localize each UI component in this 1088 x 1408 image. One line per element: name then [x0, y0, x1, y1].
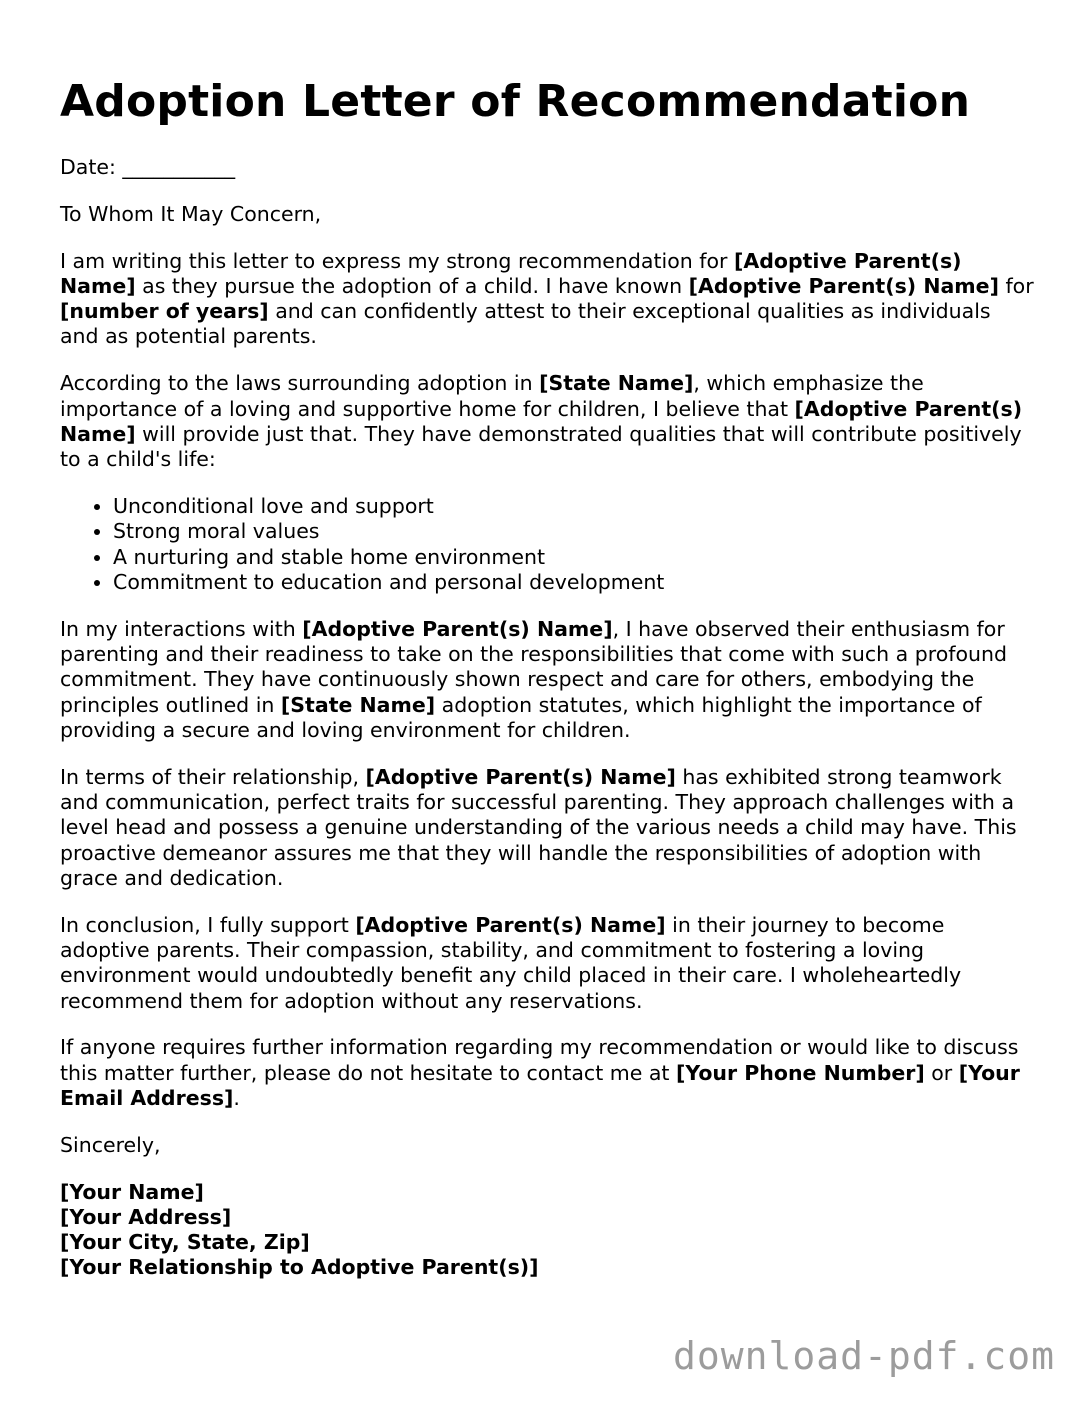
- closing: Sincerely,: [60, 1132, 161, 1157]
- watermark: download-pdf.com: [672, 1334, 1055, 1378]
- placeholder-email: [Your Email Address]: [60, 1060, 1020, 1110]
- date-line: Date: ___________: [60, 155, 236, 179]
- text: will provide just that. They have demonstrated qualities that will contribute positively to a child's life:: [60, 421, 1022, 472]
- placeholder-parent-name: [Adoptive Parent(s) Name]: [365, 764, 676, 789]
- paragraph-intro: [60, 249, 1035, 350]
- paragraph-conclusion: [60, 913, 1035, 1014]
- signature-name: [Your Name]: [60, 1179, 204, 1204]
- qualities-list: [60, 494, 1035, 595]
- paragraph-interactions: [60, 617, 1035, 743]
- placeholder-state-name: [State Name]: [280, 692, 436, 717]
- letter-page: [60, 75, 1035, 1281]
- placeholder-parent-name: [Adoptive Parent(s) Name]: [355, 912, 666, 937]
- signature-block: [60, 1180, 1035, 1281]
- page-title: Adoption Letter of Recommendation: [60, 76, 971, 127]
- text: for: [998, 273, 1034, 298]
- text: and can confidently attest to their exceptional qualities as individuals and as potential parents.: [60, 299, 991, 349]
- paragraph-relationship: [60, 765, 1035, 891]
- text: or: [924, 1060, 959, 1085]
- placeholder-state-name: [State Name]: [539, 371, 694, 396]
- placeholder-parent-name: [Adoptive Parent(s) Name]: [60, 248, 962, 298]
- placeholder-number-of-years: [number of years]: [60, 299, 269, 324]
- text: in their journey to become adoptive parents. Their compassion, stability, and commitment to fostering a loving environment would undoubtedly benefit any child placed in their care. I wholeheartedly recommend them for adoption without any reservations.: [60, 912, 962, 1013]
- list-item: • Unconditional love and support: [113, 494, 1035, 519]
- text: I am writing this letter to express my strong recommendation for: [60, 248, 734, 273]
- text: In terms of their relationship,: [60, 764, 366, 789]
- placeholder-parent-name: [Adoptive Parent(s) Name]: [60, 396, 1023, 446]
- salutation: To Whom It May Concern,: [60, 201, 322, 226]
- text: , which emphasize the importance of a loving and supportive home for children, I believe that: [60, 371, 924, 421]
- text: .: [233, 1085, 240, 1110]
- paragraph-contact: [60, 1035, 1035, 1111]
- signature-city-state-zip: [Your City, State, Zip]: [60, 1230, 310, 1255]
- signature-address: [Your Address]: [60, 1204, 232, 1229]
- text: has exhibited strong teamwork and communication, perfect traits for successful parenting. They approach challenges with a level head and possess a genuine understanding of the various needs a child may have. This proactive demeanor assures me that they will handle the responsibilities of adoption with grace and dedication.: [60, 764, 1017, 890]
- signature-relationship: [Your Relationship to Adoptive Parent(s)]: [60, 1255, 539, 1280]
- text: adoption statutes, which highlight the importance of providing a secure and loving environment for children.: [60, 692, 982, 742]
- text: In conclusion, I fully support: [60, 912, 356, 937]
- list-item: • Strong moral values: [113, 519, 1035, 544]
- placeholder-phone: [Your Phone Number]: [675, 1060, 925, 1085]
- text: If anyone requires further information regarding my recommendation or would like to discuss this matter further, please do not hesitate to contact me at: [60, 1035, 1019, 1085]
- placeholder-parent-name: [Adoptive Parent(s) Name]: [688, 273, 999, 298]
- paragraph-laws: [60, 371, 1035, 472]
- list-item: • A nurturing and stable home environment: [113, 545, 1035, 570]
- list-item: • Commitment to education and personal development: [113, 570, 1035, 595]
- text: as they pursue the adoption of a child. I have known: [135, 273, 689, 298]
- text: In my interactions with: [60, 616, 303, 641]
- placeholder-parent-name: [Adoptive Parent(s) Name]: [302, 616, 613, 641]
- text: According to the laws surrounding adoption in: [60, 371, 540, 396]
- text: , I have observed their enthusiasm for parenting and their readiness to take on the responsibilities that come with such a profound commitment. They have continuously shown respect and care for others, embodying the principles outlined in: [60, 616, 1008, 717]
